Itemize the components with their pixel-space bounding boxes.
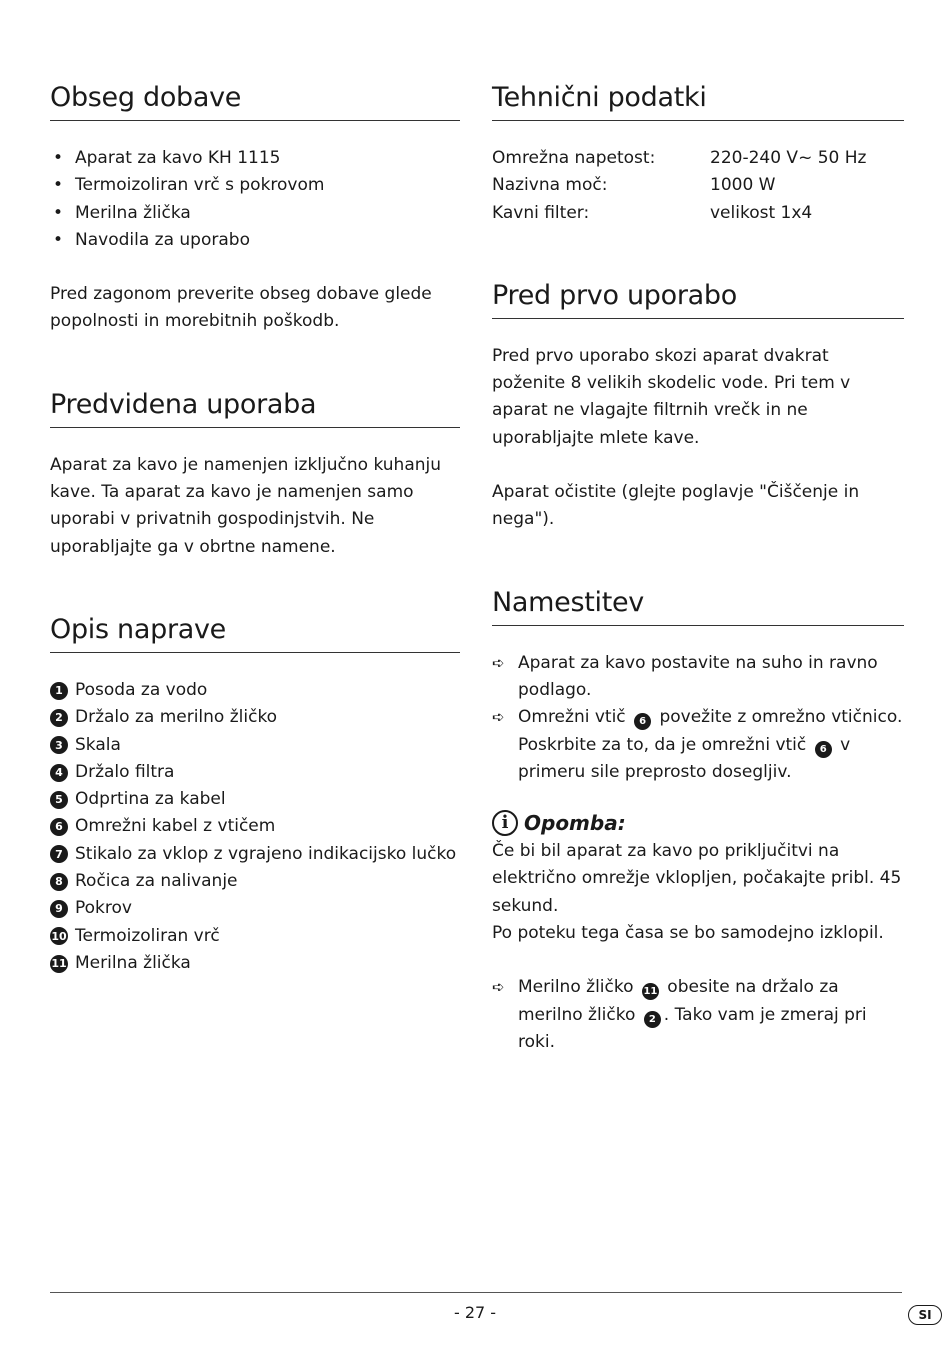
- number-badge: 4: [50, 764, 68, 782]
- spec-table: [492, 145, 904, 227]
- number-badge: 1: [50, 682, 68, 700]
- part-label: Omrežni kabel z vtičem: [75, 816, 276, 837]
- tech-heading: Tehnični podatki: [492, 80, 904, 121]
- number-badge: 11: [642, 983, 659, 1000]
- tech-section: [492, 80, 904, 227]
- parts-section: [50, 612, 460, 977]
- number-badge: 11: [50, 955, 68, 973]
- intended-section: [50, 387, 460, 561]
- number-badge: 7: [50, 845, 68, 863]
- part-label: Držalo za merilno žličko: [75, 707, 278, 728]
- list-item: [50, 732, 460, 759]
- arrow-right-icon: ➪: [492, 708, 505, 727]
- setup-steps: [492, 650, 904, 786]
- list-item: [50, 813, 460, 840]
- list-item: [50, 704, 460, 731]
- language-badge: SI: [908, 1305, 942, 1325]
- step-item: [492, 704, 904, 786]
- info-icon: i: [492, 810, 518, 836]
- first-use-text: Pred prvo uporabo skozi aparat dvakrat poženite 8 velikih skodelic vode. Pri tem v aparat ne vlagajte filtrnih vrečk in ne uporabljajte mlete kave.: [492, 345, 851, 448]
- scope-heading: Obseg dobave: [50, 80, 460, 121]
- list-item: [50, 841, 460, 868]
- number-badge: 9: [50, 900, 68, 918]
- number-badge: 2: [644, 1011, 661, 1028]
- step-text: . Tako vam je zmeraj pri roki.: [518, 1004, 867, 1052]
- setup-heading: Namestitev: [492, 585, 904, 626]
- step-text: povežite z omrežno vtičnico. Poskrbite za to, da je omrežni vtič: [518, 707, 903, 755]
- intended-text: Aparat za kavo je namenjen izključno kuhanju kave. Ta aparat za kavo je namenjen samo uporabi v privatnih gospodinjstvih. Ne uporabljajte ga v obrtne namene.: [50, 454, 442, 557]
- list-item: • Navodila za uporabo: [50, 227, 460, 254]
- part-label: Držalo filtra: [75, 761, 175, 782]
- step-item: [492, 650, 904, 705]
- parts-list: [50, 677, 460, 977]
- list-item: [50, 950, 460, 977]
- list-item: • Merilna žlička: [50, 200, 460, 227]
- number-badge: 6: [634, 713, 651, 730]
- part-label: Stikalo za vklop z vgrajeno indikacijsko lučko: [75, 843, 457, 864]
- part-label: Odprtina za kabel: [75, 789, 226, 810]
- number-badge: 5: [50, 791, 68, 809]
- list-item: • Aparat za kavo KH 1115: [50, 145, 460, 172]
- step-text: v primeru sile preprosto dosegljiv.: [518, 734, 851, 782]
- left-column: [50, 80, 460, 977]
- page-number: - 27 -: [453, 1303, 497, 1322]
- spec-key: Kavni filter:: [492, 202, 590, 223]
- right-column: [492, 80, 904, 1056]
- part-label: Merilna žlička: [75, 952, 191, 973]
- step-text: obesite na držalo za merilno žličko: [518, 977, 839, 1025]
- spec-row: [492, 172, 904, 199]
- arrow-right-icon: ➪: [492, 978, 505, 997]
- footer-divider: [50, 1292, 902, 1293]
- list-item: [50, 923, 460, 950]
- number-badge: 3: [50, 736, 68, 754]
- number-badge: 8: [50, 873, 68, 891]
- spec-row: [492, 200, 904, 227]
- spec-value: velikost 1x4: [710, 202, 813, 223]
- number-badge: 10: [50, 927, 68, 945]
- intended-heading: Predvidena uporaba: [50, 387, 460, 428]
- step-item: [492, 974, 904, 1056]
- step-text: Merilno žličko: [518, 977, 639, 998]
- scope-list: [50, 145, 460, 254]
- scope-text: Pred zagonom preverite obseg dobave glede popolnosti in morebitnih poškodb.: [50, 284, 432, 332]
- list-item: [50, 868, 460, 895]
- spec-key: Omrežna napetost:: [492, 148, 656, 168]
- spec-value: 1000 W: [710, 175, 776, 196]
- setup-steps-2: [492, 974, 904, 1056]
- list-item: [50, 677, 460, 704]
- parts-heading: Opis naprave: [50, 612, 460, 653]
- arrow-right-icon: ➪: [492, 653, 505, 672]
- note-text: Če bi bil aparat za kavo po priključitvi na električno omrežje vklopljen, počakajte pribl. 45 sekund.: [492, 841, 902, 916]
- number-badge: 6: [50, 818, 68, 836]
- part-label: Ročica za nalivanje: [75, 871, 238, 892]
- setup-section: [492, 585, 904, 1057]
- step-text: Omrežni vtič: [518, 707, 632, 728]
- spec-value: 220-240 V~ 50 Hz: [710, 148, 867, 168]
- part-label: Pokrov: [75, 898, 132, 919]
- spec-row: [492, 145, 904, 172]
- first-use-clean-text: Aparat očistite (glejte poglavje "Čiščenje in nega").: [492, 482, 860, 530]
- list-item: [50, 759, 460, 786]
- list-item: • Termoizoliran vrč s pokrovom: [50, 172, 460, 199]
- number-badge: 2: [50, 709, 68, 727]
- part-label: Skala: [75, 734, 121, 755]
- list-item: [50, 895, 460, 922]
- note-title: Opomba:: [524, 811, 626, 836]
- part-label: Termoizoliran vrč: [75, 925, 220, 946]
- scope-section: [50, 80, 460, 336]
- part-label: Posoda za vodo: [75, 679, 208, 700]
- spec-key: Nazivna moč:: [492, 175, 608, 196]
- list-item: [50, 786, 460, 813]
- note-heading: [492, 808, 904, 838]
- number-badge: 6: [815, 741, 832, 758]
- note-text-2: Po poteku tega časa se bo samodejno izklopil.: [492, 923, 884, 944]
- first-use-heading: Pred prvo uporabo: [492, 278, 904, 319]
- step-text: Aparat za kavo postavite na suho in ravno podlago.: [518, 652, 878, 700]
- first-use-section: [492, 278, 904, 534]
